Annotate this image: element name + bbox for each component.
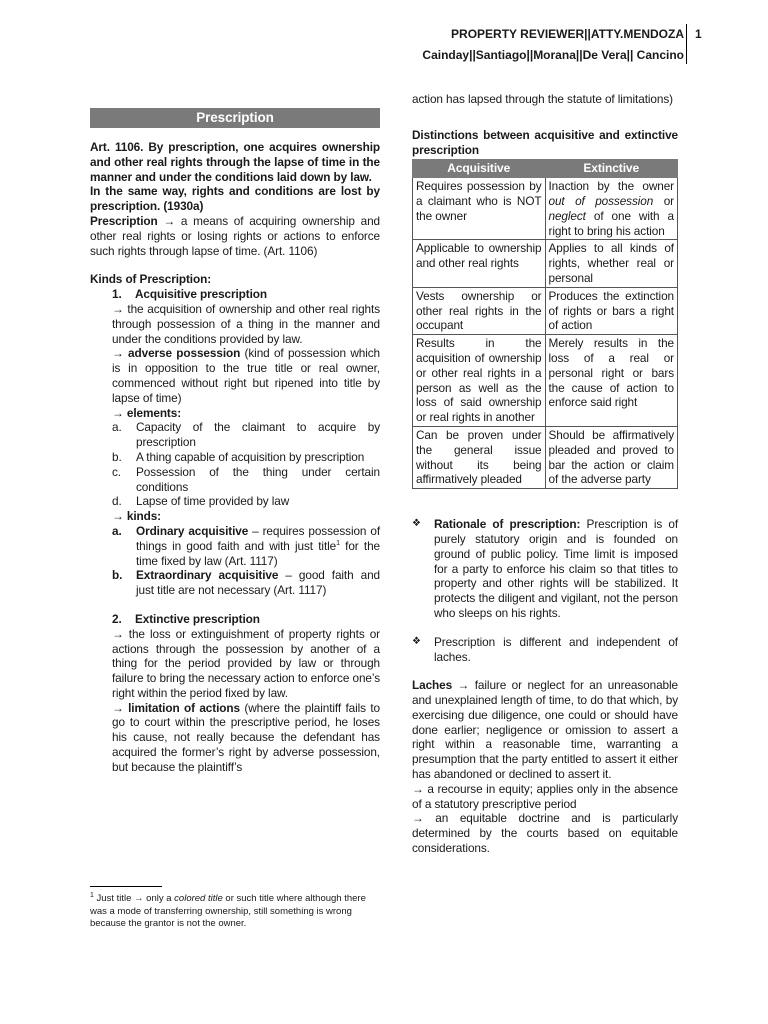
table-cell: Produces the extinction of rights or bars a right of action (545, 287, 678, 334)
continued-text: action has lapsed through the statute of limitations) (412, 92, 673, 106)
different-bullet: ❖ Prescription is different and independent of laches. (412, 634, 678, 664)
page-number: 1 (686, 24, 726, 64)
element-item: c. Possession of the thing under certain conditions (112, 464, 380, 494)
section-title: Prescription (90, 108, 380, 128)
table-cell: Should be affirmatively pleaded and proved to bar the action or claim of the adverse party (545, 426, 678, 488)
distinctions-table (412, 159, 678, 489)
table-header-extinctive: Extinctive (545, 160, 678, 178)
footnote: $^1$ Just title → only a colored title or such title where although there was a mode of transferring ownership, still something is wrong because the grantor is not the owner. (90, 891, 366, 929)
header-line-2: Cainday||Santiago||Morana||De Vera|| Cancino (422, 48, 684, 62)
kinds-heading: Kinds of Prescription: (90, 272, 212, 287)
table-row (413, 240, 678, 287)
table-header-acquisitive: Acquisitive (413, 160, 546, 178)
prescription-definition: Prescription → a means of acquiring ownership and other real rights or losing rights or actions to enforce such rights through lapse of time. (Art. 1106) (90, 213, 380, 258)
kinds-label: → kinds: (112, 509, 162, 524)
element-item: b. A thing capable of acquisition by prescription (112, 449, 365, 464)
right-column (412, 92, 678, 856)
table-cell: Merely results in the loss of a real or personal right or bars the cause of action to enforce said right (545, 335, 678, 427)
diamond-bullet-icon: ❖ (412, 518, 421, 530)
extinctive-heading: 2. Extinctive prescription (112, 611, 260, 626)
laches-point-3: → an equitable doctrine and is particularly determined by the courts based on equitable considerations. (412, 811, 678, 856)
left-column (90, 108, 380, 775)
extinctive-definition: → the loss or extinguishment of property rights or actions through the possession by another of a thing for the period provided by law or through failure to bring the necessary action to enforce one’s right within the period fixed by law. (112, 626, 380, 700)
table-row (413, 178, 678, 240)
rationale-bullet: ❖ Rationale of prescription: Prescription is of purely statutory origin and is founded on ground of public policy. Time limit is imposed for a party to enforce his claim so that titles to property and other rights will be stabilized. It protects the diligent and vigilant, not the person who sleeps on his rights. (412, 517, 678, 620)
distinctions-heading: Distinctions between acquisitive and extinctive prescription (412, 127, 678, 157)
table-cell: Vests ownership or other real rights in the occupant (413, 287, 546, 334)
limitation-of-actions: → limitation of actions (where the plaintiff fails to go to court within the prescriptive period, he loses his cause, not really because the defendant has acquired the former’s right by adverse possession, but because the plaintiff’s (112, 700, 380, 774)
element-item: a. Capacity of the claimant to acquire by prescription (112, 420, 380, 450)
diamond-bullet-icon: ❖ (412, 635, 421, 647)
running-header (398, 24, 684, 66)
adverse-possession: → adverse possession (kind of possession which is in opposition to the true title or real owner, commenced without right but ripened into title by lapse of time) (112, 346, 380, 405)
table-cell: Requires possession by a claimant who is NOT the owner (413, 178, 546, 240)
article-1106: Art. 1106. By prescription, one acquires ownership and other real rights through the lapse of time in the manner and under the conditions laid down by law. (90, 140, 380, 184)
table-cell: Applicable to ownership and other real rights (413, 240, 546, 287)
acquisitive-definition: → the acquisition of ownership and other real rights through possession of a thing in the manner and under the conditions provided by law. (112, 301, 380, 346)
extraordinary-acquisitive: b. Extraordinary acquisitive – good faith and just title are not necessary (Art. 1117) (112, 568, 381, 598)
article-1106-second: In the same way, rights and conditions are lost by prescription. (1930a) (90, 184, 380, 214)
table-cell: Applies to all kinds of rights, whether real or personal (545, 240, 678, 287)
footnote-separator (90, 886, 162, 887)
table-row (413, 335, 678, 427)
laches-definition: Laches → failure or neglect for an unreasonable and unexplained length of time, to do that which, by exercising due diligence, one could or should have done earlier; negligence or omission to assert a right within a reasonable time, warranting a presumption that the party entitled to assert it either has abandoned or declined to assert it. (412, 678, 678, 782)
table-row (413, 426, 678, 488)
elements-list (112, 420, 380, 509)
table-cell: Inaction by the owner out of possession or neglect of one with a right to bring his action (545, 178, 678, 240)
element-item: d. Lapse of time provided by law (112, 494, 290, 509)
ordinary-acquisitive: a. Ordinary acquisitive – requires possession of things in good faith and with just title$^1$ for the time fixed by law (Art. 1117) (112, 523, 380, 568)
table-row (413, 287, 678, 334)
table-cell: Can be proven under the general issue without its being affirmatively pleaded (413, 426, 546, 488)
elements-label: → elements: (112, 405, 182, 420)
table-cell: Results in the acquisition of ownership or other real rights in a person as well as the loss of said ownership or real rights in another (413, 335, 546, 427)
header-line-1: PROPERTY REVIEWER||ATTY.MENDOZA (451, 27, 684, 41)
laches-point-2: → a recourse in equity; applies only in the absence of a statutory prescriptive period (412, 781, 678, 811)
acquisitive-heading: 1. Acquisitive prescription (112, 287, 267, 302)
